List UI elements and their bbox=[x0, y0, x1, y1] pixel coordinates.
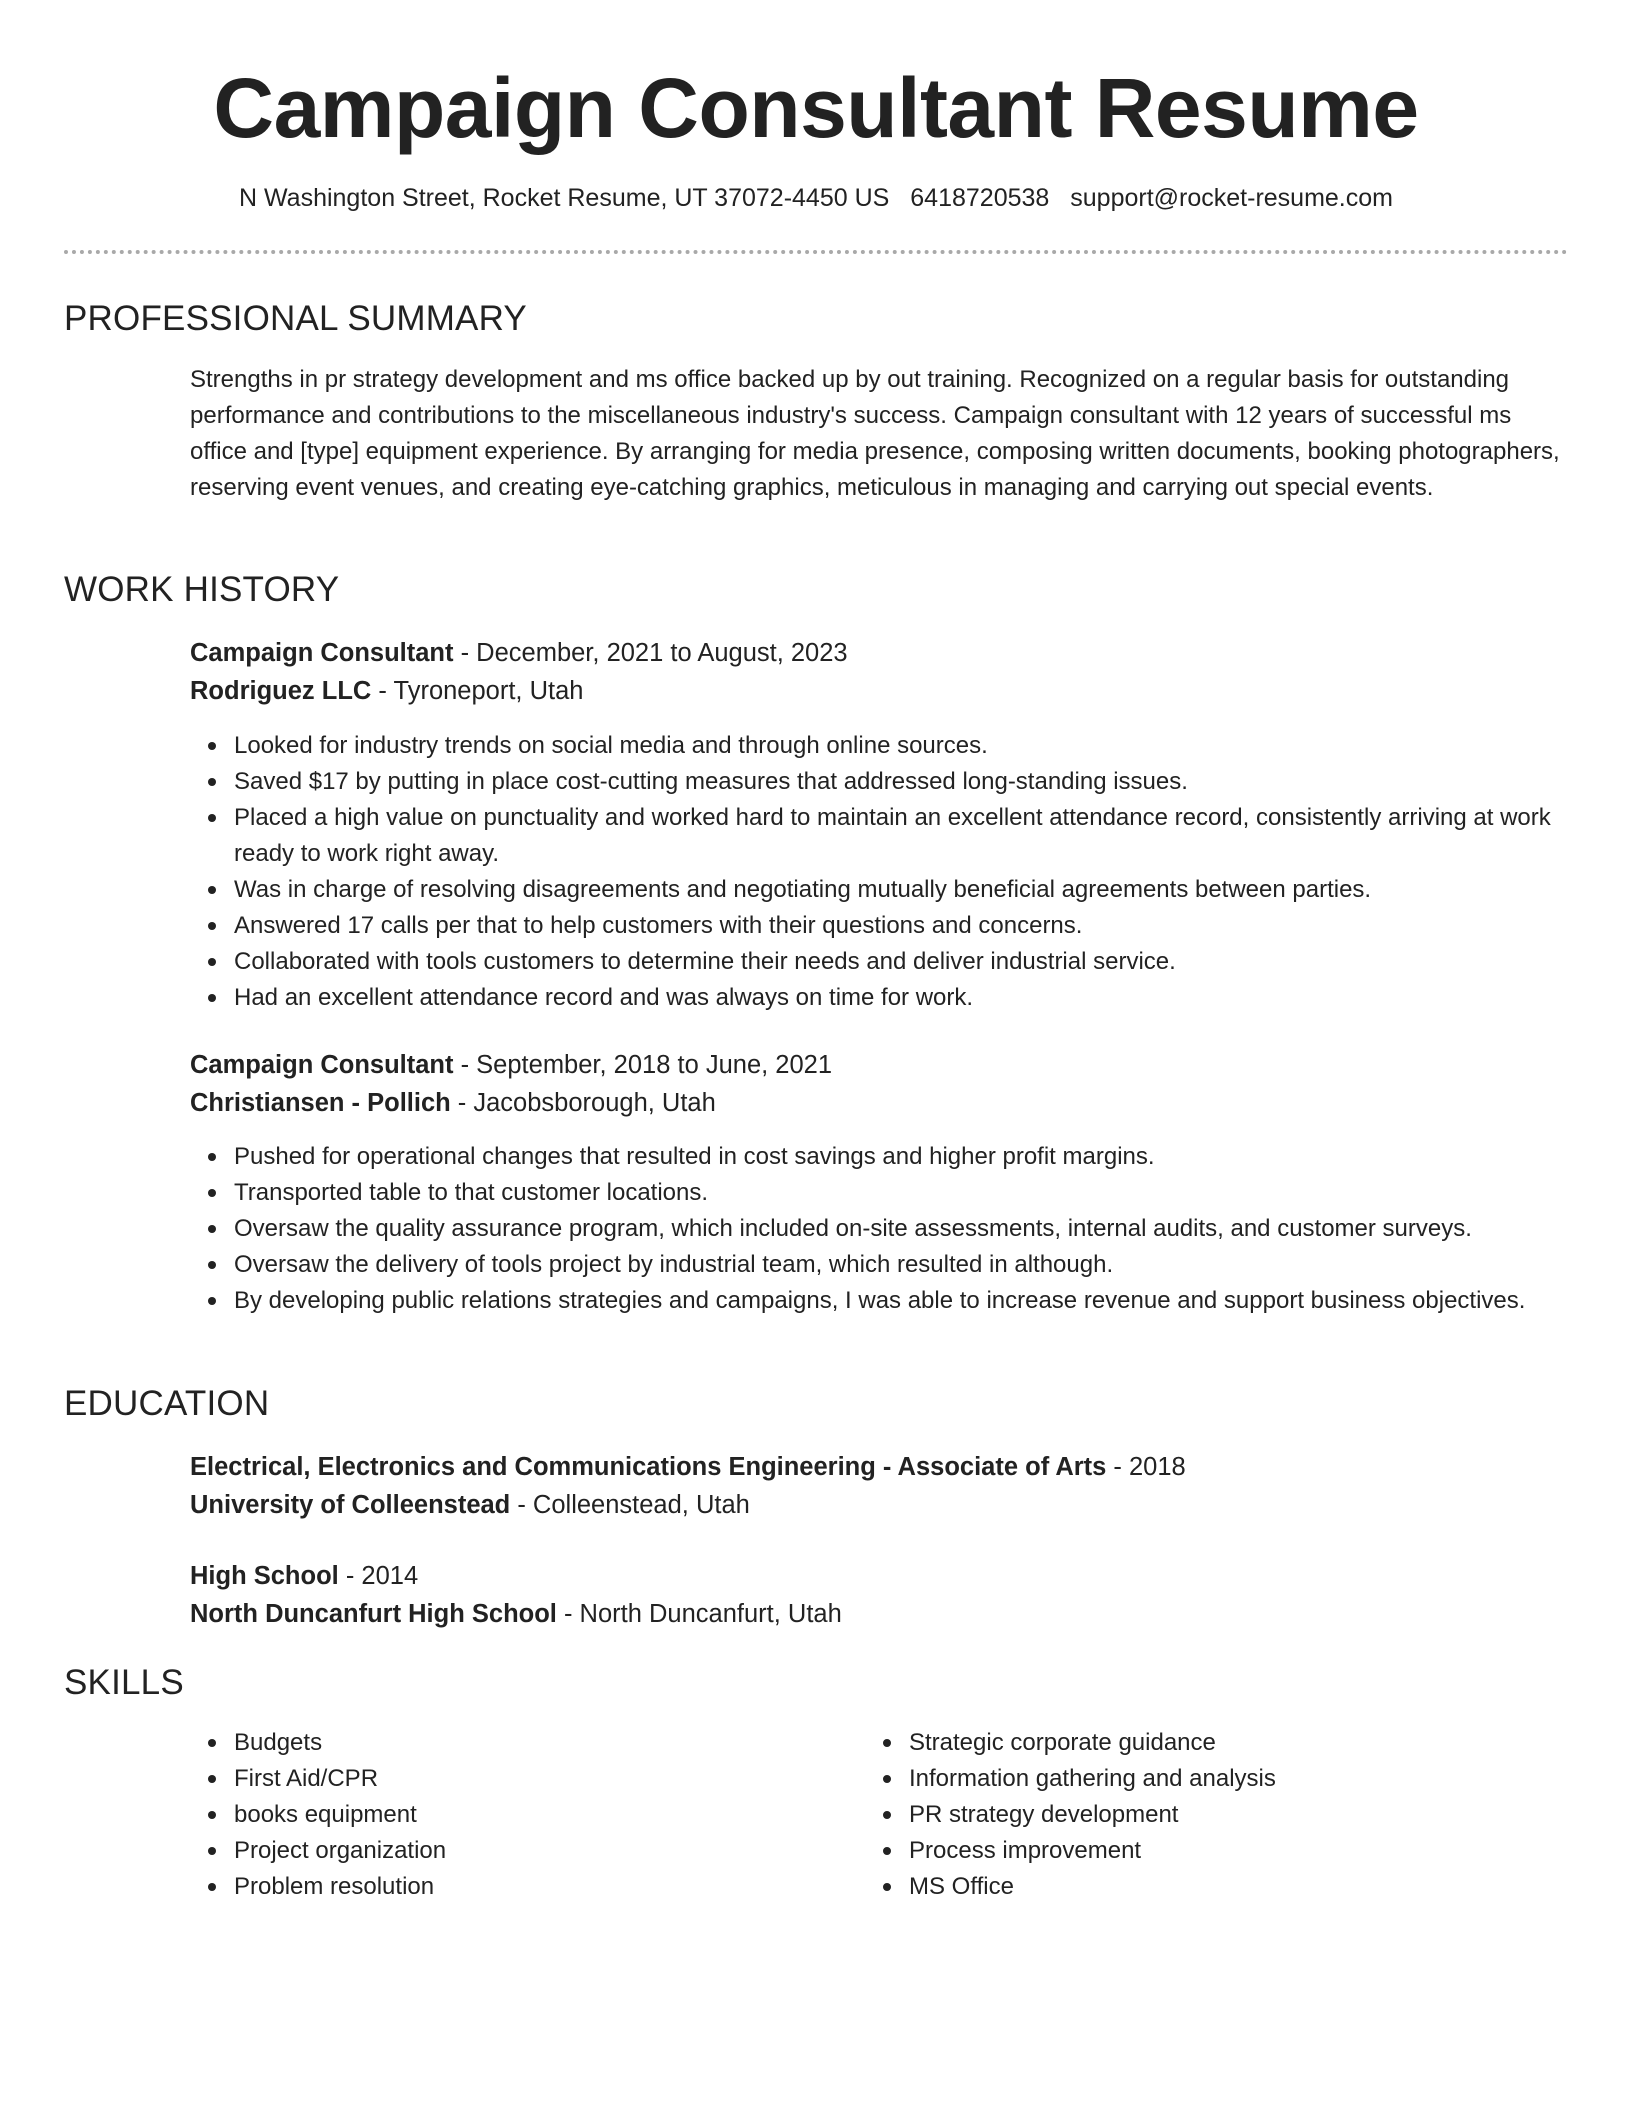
contact-line bbox=[0, 180, 1632, 216]
list-item: Pushed for operational changes that resulted in cost savings and higher profit margins. bbox=[234, 1139, 1609, 1175]
skills-list-right bbox=[865, 1725, 1632, 1905]
list-item: MS Office bbox=[909, 1869, 1632, 1905]
job-dates: - September, 2018 to June, 2021 bbox=[453, 1051, 833, 1079]
education-school: University of Colleenstead bbox=[190, 1491, 511, 1519]
education-location: - North Duncanfurt, Utah bbox=[556, 1600, 842, 1628]
list-item: By developing public relations strategies and campaigns, I was able to increase revenue and support business objectives. bbox=[234, 1283, 1609, 1319]
job-1-bullets bbox=[190, 728, 1609, 1016]
list-item: PR strategy development bbox=[909, 1797, 1632, 1833]
section-heading-work-history: WORK HISTORY bbox=[64, 570, 340, 609]
list-item: Placed a high value on punctuality and worked hard to maintain an excellent attendance record, consistently arriving at work ready to work right away. bbox=[234, 800, 1609, 872]
education-degree: High School bbox=[190, 1562, 339, 1590]
header-divider bbox=[64, 250, 1568, 254]
list-item: books equipment bbox=[234, 1797, 1609, 1833]
education-location: - Colleenstead, Utah bbox=[510, 1491, 750, 1519]
list-item: Information gathering and analysis bbox=[909, 1761, 1632, 1797]
list-item: Saved $17 by putting in place cost-cutting measures that addressed long-standing issues. bbox=[234, 764, 1609, 800]
job-1-company-line bbox=[190, 672, 583, 710]
job-location: - Tyroneport, Utah bbox=[371, 677, 584, 705]
job-2-title-line bbox=[190, 1046, 832, 1084]
job-2-bullets bbox=[190, 1139, 1609, 1319]
section-heading-summary: PROFESSIONAL SUMMARY bbox=[64, 299, 527, 338]
education-2-degree-line bbox=[190, 1557, 418, 1595]
job-title: Campaign Consultant bbox=[190, 1051, 454, 1079]
list-item: Problem resolution bbox=[234, 1869, 1609, 1905]
contact-address: N Washington Street, Rocket Resume, UT 37072-4450 US bbox=[239, 184, 890, 212]
list-item: Process improvement bbox=[909, 1833, 1632, 1869]
job-location: - Jacobsborough, Utah bbox=[450, 1089, 716, 1117]
list-item: Had an excellent attendance record and was always on time for work. bbox=[234, 980, 1609, 1016]
education-school: North Duncanfurt High School bbox=[190, 1600, 557, 1628]
list-item: First Aid/CPR bbox=[234, 1761, 1609, 1797]
education-1-school-line bbox=[190, 1486, 750, 1524]
list-item: Oversaw the quality assurance program, which included on-site assessments, internal audits, and customer surveys. bbox=[234, 1211, 1609, 1247]
list-item: Looked for industry trends on social media and through online sources. bbox=[234, 728, 1609, 764]
education-1-degree-line bbox=[190, 1448, 1186, 1486]
list-item: Collaborated with tools customers to determine their needs and deliver industrial service. bbox=[234, 944, 1609, 980]
job-dates: - December, 2021 to August, 2023 bbox=[453, 639, 848, 667]
job-1-title-line bbox=[190, 634, 848, 672]
job-2-company-line bbox=[190, 1084, 716, 1122]
contact-phone: 6418720538 bbox=[910, 184, 1050, 212]
list-item: Oversaw the delivery of tools project by industrial team, which resulted in although. bbox=[234, 1247, 1609, 1283]
summary-text: Strengths in pr strategy development and ms office backed up by out training. Recognized on a regular basis for outstanding performance and contributions to the miscellaneous industry's success. Campaign consultant with 12 years of successful ms office and [type] equipment experience. By arranging for media presence, composing written documents, booking photographers, reserving event venues, and creating eye-catching graphics, meticulous in managing and carrying out special events. bbox=[190, 366, 1560, 501]
education-year: - 2014 bbox=[338, 1562, 419, 1590]
section-heading-skills: SKILLS bbox=[64, 1663, 184, 1702]
list-item: Project organization bbox=[234, 1833, 1609, 1869]
list-item: Strategic corporate guidance bbox=[909, 1725, 1632, 1761]
section-heading-education: EDUCATION bbox=[64, 1384, 270, 1423]
list-item: Budgets bbox=[234, 1725, 1609, 1761]
contact-email: support@rocket-resume.com bbox=[1070, 184, 1393, 212]
page-title: Campaign Consultant Resume bbox=[213, 61, 1419, 155]
education-degree: Electrical, Electronics and Communications Engineering - Associate of Arts bbox=[190, 1453, 1107, 1481]
job-title: Campaign Consultant bbox=[190, 639, 454, 667]
job-company: Christiansen - Pollich bbox=[190, 1089, 451, 1117]
list-item: Answered 17 calls per that to help customers with their questions and concerns. bbox=[234, 908, 1609, 944]
education-year: - 2018 bbox=[1106, 1453, 1186, 1481]
job-company: Rodriguez LLC bbox=[190, 677, 372, 705]
list-item: Transported table to that customer locations. bbox=[234, 1175, 1609, 1211]
education-2-school-line bbox=[190, 1595, 842, 1633]
list-item: Was in charge of resolving disagreements and negotiating mutually beneficial agreements between parties. bbox=[234, 872, 1609, 908]
